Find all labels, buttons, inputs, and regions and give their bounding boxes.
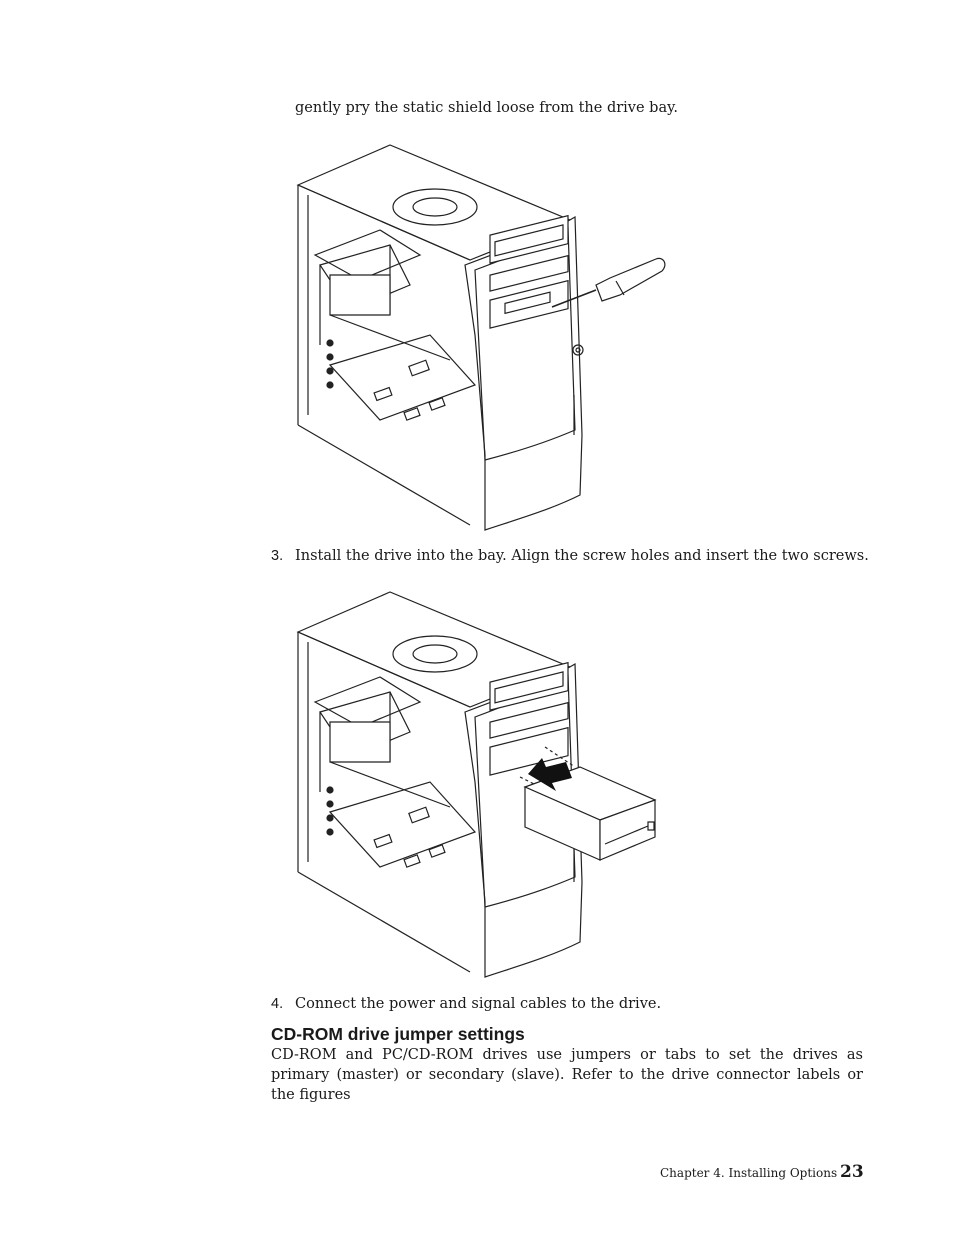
computer-tower-drive-illustration: [290, 582, 670, 982]
page-number: 23: [840, 1162, 864, 1182]
footer-chapter: Chapter 4. Installing Options: [660, 1166, 838, 1180]
step-number: 4.: [271, 996, 284, 1012]
step-text: Install the drive into the bay. Align the screw holes and insert the two screws.: [295, 548, 869, 564]
computer-tower-screwdriver-illustration: [290, 135, 670, 535]
section-heading: CD-ROM drive jumper settings: [271, 1024, 525, 1044]
intro-text: gently pry the static shield loose from the drive bay.: [295, 100, 678, 116]
section-paragraph: CD-ROM and PC/CD-ROM drives use jumpers or tabs to set the drives as primary (master) or secondary (slave). Refer to the drive connector labels or the figures: [271, 1047, 863, 1103]
step-number: 3.: [271, 548, 284, 564]
pry-static-shield-figure: [290, 135, 670, 535]
install-drive-figure: [290, 582, 670, 982]
step-text: Connect the power and signal cables to the drive.: [295, 996, 662, 1012]
